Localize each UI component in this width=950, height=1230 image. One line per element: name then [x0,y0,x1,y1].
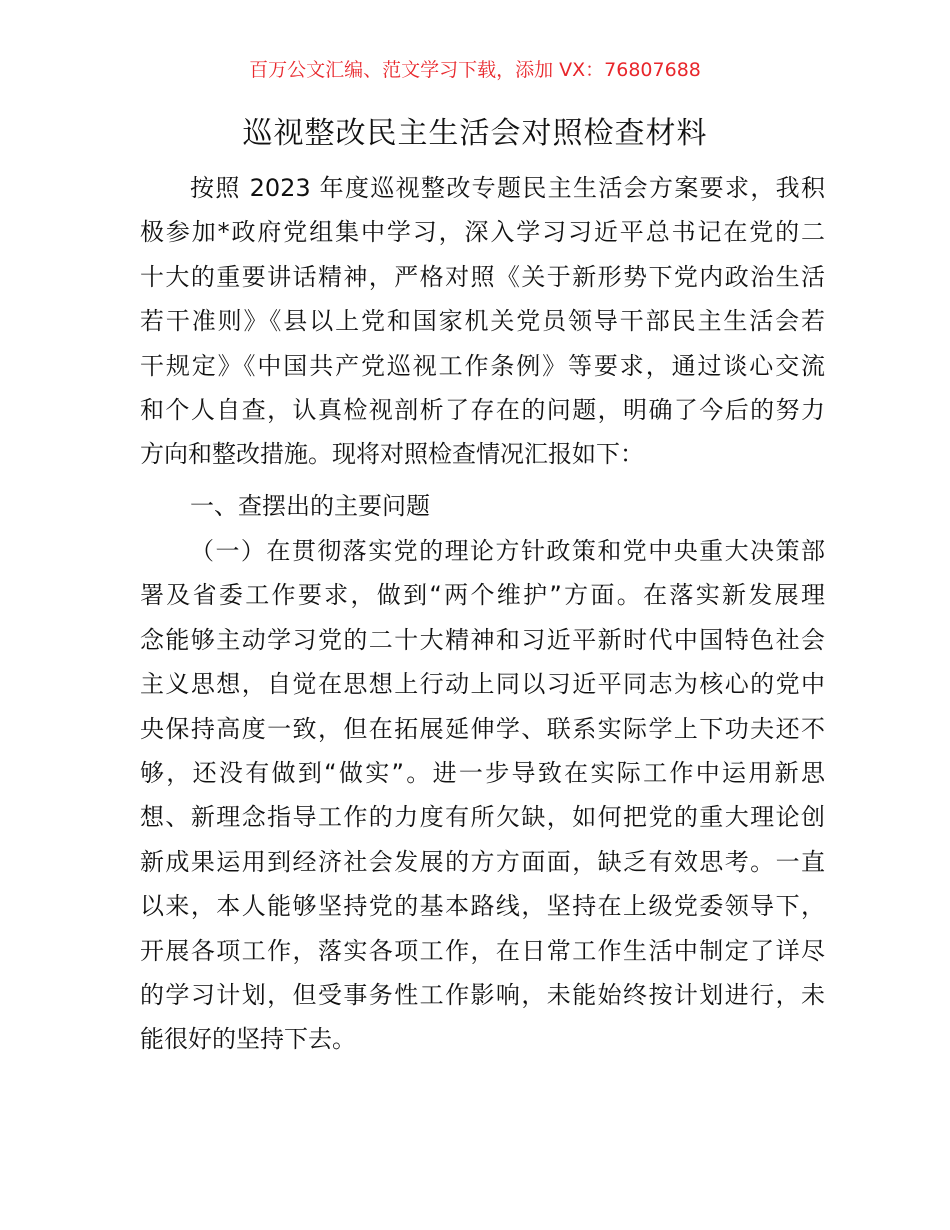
section-heading [140,484,825,528]
text-line: 若干准则》《县以上党和国家机关党员领导干部民主生活会若 [140,307,825,336]
text-line: （一）在贯彻落实党的理论方针政策和党中央重大决策部 [190,537,825,565]
text-line: 念能够主动学习党的二十大精神和习近平新时代中国特色社会 [140,625,825,654]
text-line: 极参加*政府党组集中学习，深入学习习近平总书记在党的二 [140,218,825,247]
header-watermark-note: 百万公文汇编、范文学习下载，添加 VX：76807688 [249,59,701,81]
paragraph-intro [140,166,825,477]
text-line: 署及省委工作要求，做到“两个维护”方面。在落实新发展理 [140,581,825,610]
text-line: 干规定》《中国共产党巡视工作条例》等要求，通过谈心交流 [140,351,825,380]
text-line: 以来，本人能够坚持党的基本路线，坚持在上级党委领导下， [140,892,825,921]
text-line: 和个人自查，认真检视剖析了存在的问题，明确了今后的努力 [140,395,825,424]
text-line: 新成果运用到经济社会发展的方方面面，缺乏有效思考。一直 [140,847,825,876]
text-line: 开展各项工作，落实各项工作，在日常工作生活中制定了详尽 [140,936,825,965]
text-line: 央保持高度一致，但在拓展延伸学、联系实际学上下功夫还不 [140,714,825,743]
text-line: 方向和整改措施。现将对照检查情况汇报如下： [140,440,644,469]
text-line: 的学习计划，但受事务性工作影响，未能始终按计划进行，未 [140,980,825,1009]
document-title: 巡视整改民主生活会对照检查材料 [242,116,708,151]
paragraph-problem-1 [140,529,825,1062]
text-line: 能很好的坚持下去。 [140,1025,356,1054]
text-line: 十大的重要讲话精神，严格对照《关于新形势下党内政治生活 [140,262,825,291]
section-heading-text: 一、查摆出的主要问题 [190,492,430,520]
text-line: 想、新理念指导工作的力度有所欠缺，如何把党的重大理论创 [140,803,825,832]
text-line: 按照 2023 年度巡视整改专题民主生活会方案要求，我积 [190,174,825,202]
text-line: 主义思想，自觉在思想上行动上同以习近平同志为核心的党中 [140,670,825,699]
text-line: 够，还没有做到“做实”。进一步导致在实际工作中运用新思 [140,758,825,787]
